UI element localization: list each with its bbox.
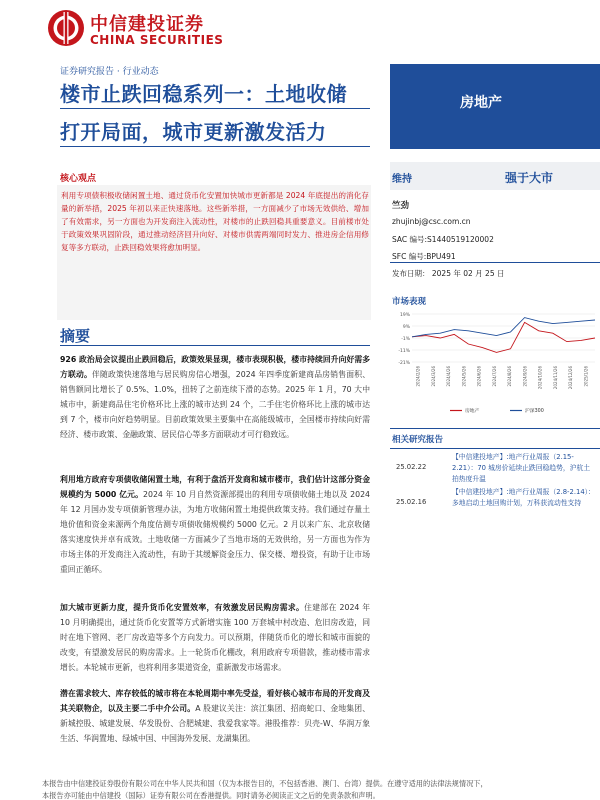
related-title[interactable]: 【中信建投地产】:地产行业周报（2.8-2.14）：多地启动土地回购计划，万科获流动性支持 xyxy=(452,488,595,507)
chart-x-tick-label: 2024/7/26 xyxy=(491,366,497,387)
report-title-line2: 打开局面，城市更新激发活力 xyxy=(60,120,327,144)
chart-y-tick-label: 9% xyxy=(402,325,410,330)
chart-series-line-real-estate xyxy=(412,322,595,352)
related-divider xyxy=(390,448,600,449)
chart-y-tick-label: -11% xyxy=(398,349,410,354)
summary-p4-body: A 股建议关注：滨江集团、招商蛇口、金地集团、新城控股、城建发展、华发股份、合肥城建、我爱我家等。港股推荐：贝壳-W、华润万象生活、华润置地、绿城中国、中国海外发展、龙湖集团。 xyxy=(60,704,370,743)
chart-x-tick-label: 2024/4/26 xyxy=(446,366,452,387)
summary-p2-body: 2024 年 10 月自然资源部提出的利用专项债收储土地以及 2024 年 12 月国办发专项债新管理办法，为地方收储闲置土地提供政策支持。我们通过存量土地价值和资金来源两个角度估测专项债收储规模约 5000 亿元。2 月以来广东、北京收储落实速度快并卓有成效。土地收储一方面减少了当地市场的无效供给，另一方面也为作为市场主体的开发商注入流动性，有助于其缓解资金压力、保交楼、增投资，有助于让市场重回正循环。 xyxy=(60,490,370,574)
related-heading: 相关研究报告 xyxy=(392,435,444,445)
summary-heading: 摘要 xyxy=(60,327,91,345)
chart-x-tick-label: 2024/8/26 xyxy=(507,366,513,387)
summary-p1-body: 伴随政策快速落地与居民购房信心增强，2024 年四季度新建商品房销售面积、销售额同比增长了 0.5%、1.0%，扭转了之前连续下滑的态势。2025 年 1 月，70 大中城市中，新建商品住宅价格环比上涨的城市达到 24 个，二手住宅价格环比上涨的城市达到 7 个，楼市向好趋势明显。目前政策效果主要集中在高能级城市，全国楼市持续向好需经济、楼市政策、金融政策、居民信心等多方面联动才可行稳致远。 xyxy=(60,370,370,439)
title-divider xyxy=(60,108,370,109)
footer-disclaimer-1: 本报告由中信建投证券股份有限公司在中华人民共和国（仅为本报告目的，不包括香港、澳门、台湾）提供。在遵守适用的法律法规情况下， xyxy=(42,779,488,788)
chart-y-tick-label: -1% xyxy=(401,337,410,342)
publish-date: 发布日期： 2025 年 02 月 25 日 xyxy=(392,269,505,278)
market-heading: 市场表现 xyxy=(392,297,427,307)
rating-box xyxy=(390,162,600,190)
citic-logo-icon xyxy=(46,8,86,48)
sector-banner xyxy=(390,64,600,149)
title-divider xyxy=(60,146,370,147)
sector-label: 房地产 xyxy=(460,95,502,111)
summary-p1-lead: 926 政治局会议提出止跌回稳后，政策效果显现，楼市表现积极，楼市持续回升向好需多方联动。 xyxy=(60,355,370,379)
chart-x-tick-label: 2024/6/26 xyxy=(476,366,482,387)
company-logo xyxy=(46,8,246,50)
chart-x-tick-label: 2024/5/26 xyxy=(461,366,467,387)
footer-disclaimer-2: 本报告亦可能由中信建投（国际）证券有限公司在香港提供。同时请务必阅读正文之后的免责条款和声明。 xyxy=(42,791,380,800)
core-view-heading: 核心观点 xyxy=(60,174,97,184)
core-view-text: 利用专项债积极收储闲置土地、通过货币化安置加快城市更新都是 2024 年底提出的消化存量的新举措，2025 年初以来正快速落地。这些新举措，一方面减少了市场无效供给、增加了有效需求，另一方面也为开发商注入流动性，对楼市的止跌回稳具重要意义。目前楼市处于政策效果巩固阶段，通过推动经济回升向好、对楼市供需两端同时发力、推进房企信用修复等多方联动，止跌回稳效果将愈加明显。 xyxy=(61,191,369,252)
chart-x-tick-label: 2024/10/26 xyxy=(537,366,543,390)
chart-y-tick-label: 19% xyxy=(399,313,410,318)
logo-english-name: CHINA SECURITIES xyxy=(90,33,224,47)
core-view-box xyxy=(57,185,371,320)
chart-y-tick-label: -21% xyxy=(398,361,410,366)
related-date: 25.02.16 xyxy=(396,498,427,506)
analyst-name: 竺劲 xyxy=(392,201,410,211)
summary-p2-lead: 利用地方政府专项债收储闲置土地，有利于盘活开发商和城市楼市，我们估计这部分资金规模约为 5000 亿元。 xyxy=(60,475,370,499)
related-title[interactable]: 【中信建投地产】:地产行业周报（2.15-2.21）：70 城房价延续止跌回稳趋势，沪杭土拍热度升温 xyxy=(452,453,591,483)
chart-x-tick-label: 2024/9/26 xyxy=(522,366,528,387)
report-title-line1: 楼市止跌回稳系列一：土地收储 xyxy=(60,82,347,106)
related-date: 25.02.22 xyxy=(396,463,427,471)
summary-p3-body: 住建部在 2024 年 10 月明确提出，通过货币化安置等方式新增实施 100 万套城中村改造、危旧房改造，同时在地下管网、老厂房改造等多个方向发力。可以预期，伴随货币化的增长和城市面貌的改变，有望激发居民的购房需求。上一轮货币化棚改，利用政府专项借款，推动楼市需求增长。本轮城市更新，也将利用多渠道资金，重新激发市场需求。 xyxy=(60,603,370,672)
report-type: 证券研究报告 · 行业动态 xyxy=(60,67,159,77)
rating-value: 强于大市 xyxy=(505,171,554,185)
legend-label-csi300: 沪深300 xyxy=(525,409,544,414)
legend-label-real-estate: 房地产 xyxy=(465,409,480,414)
summary-divider xyxy=(60,345,370,346)
related-report-item[interactable] xyxy=(392,452,600,488)
summary-p4-lead: 潜在需求较大、库存较低的城市将在本轮周期中率先受益，看好核心城市布局的开发商及其关联物企，以及主要二手中介公司。 xyxy=(60,689,370,713)
chart-x-tick-label: 2024/11/26 xyxy=(552,366,558,390)
summary-paragraph-1 xyxy=(60,352,370,442)
related-top-divider xyxy=(390,428,600,429)
summary-paragraph-4 xyxy=(60,686,370,746)
chart-x-tick-label: 2024/2/26 xyxy=(415,366,421,387)
chart-x-tick-label: 2024/12/26 xyxy=(568,366,574,390)
analyst-sac: SAC 编号:S1440519120002 xyxy=(392,235,494,244)
chart-x-tick-label: 2025/1/26 xyxy=(583,366,589,387)
related-report-item[interactable] xyxy=(392,487,600,523)
rating-action: 维持 xyxy=(392,174,412,185)
summary-p3-lead: 加大城市更新力度，提升货币化安置效率，有效激发居民购房需求。 xyxy=(60,603,305,612)
summary-paragraph-2 xyxy=(60,472,370,577)
chart-series-line-csi300 xyxy=(412,318,595,337)
chart-x-tick-label: 2024/3/26 xyxy=(430,366,436,387)
logo-chinese-name: 中信建投证券 xyxy=(90,14,204,35)
analyst-email[interactable]: zhujinbj@csc.com.cn xyxy=(392,217,471,226)
summary-paragraph-3 xyxy=(60,600,370,675)
analyst-divider xyxy=(390,262,600,263)
analyst-sfc: SFC 编号:BPU491 xyxy=(392,252,456,261)
market-performance-chart xyxy=(390,308,600,420)
